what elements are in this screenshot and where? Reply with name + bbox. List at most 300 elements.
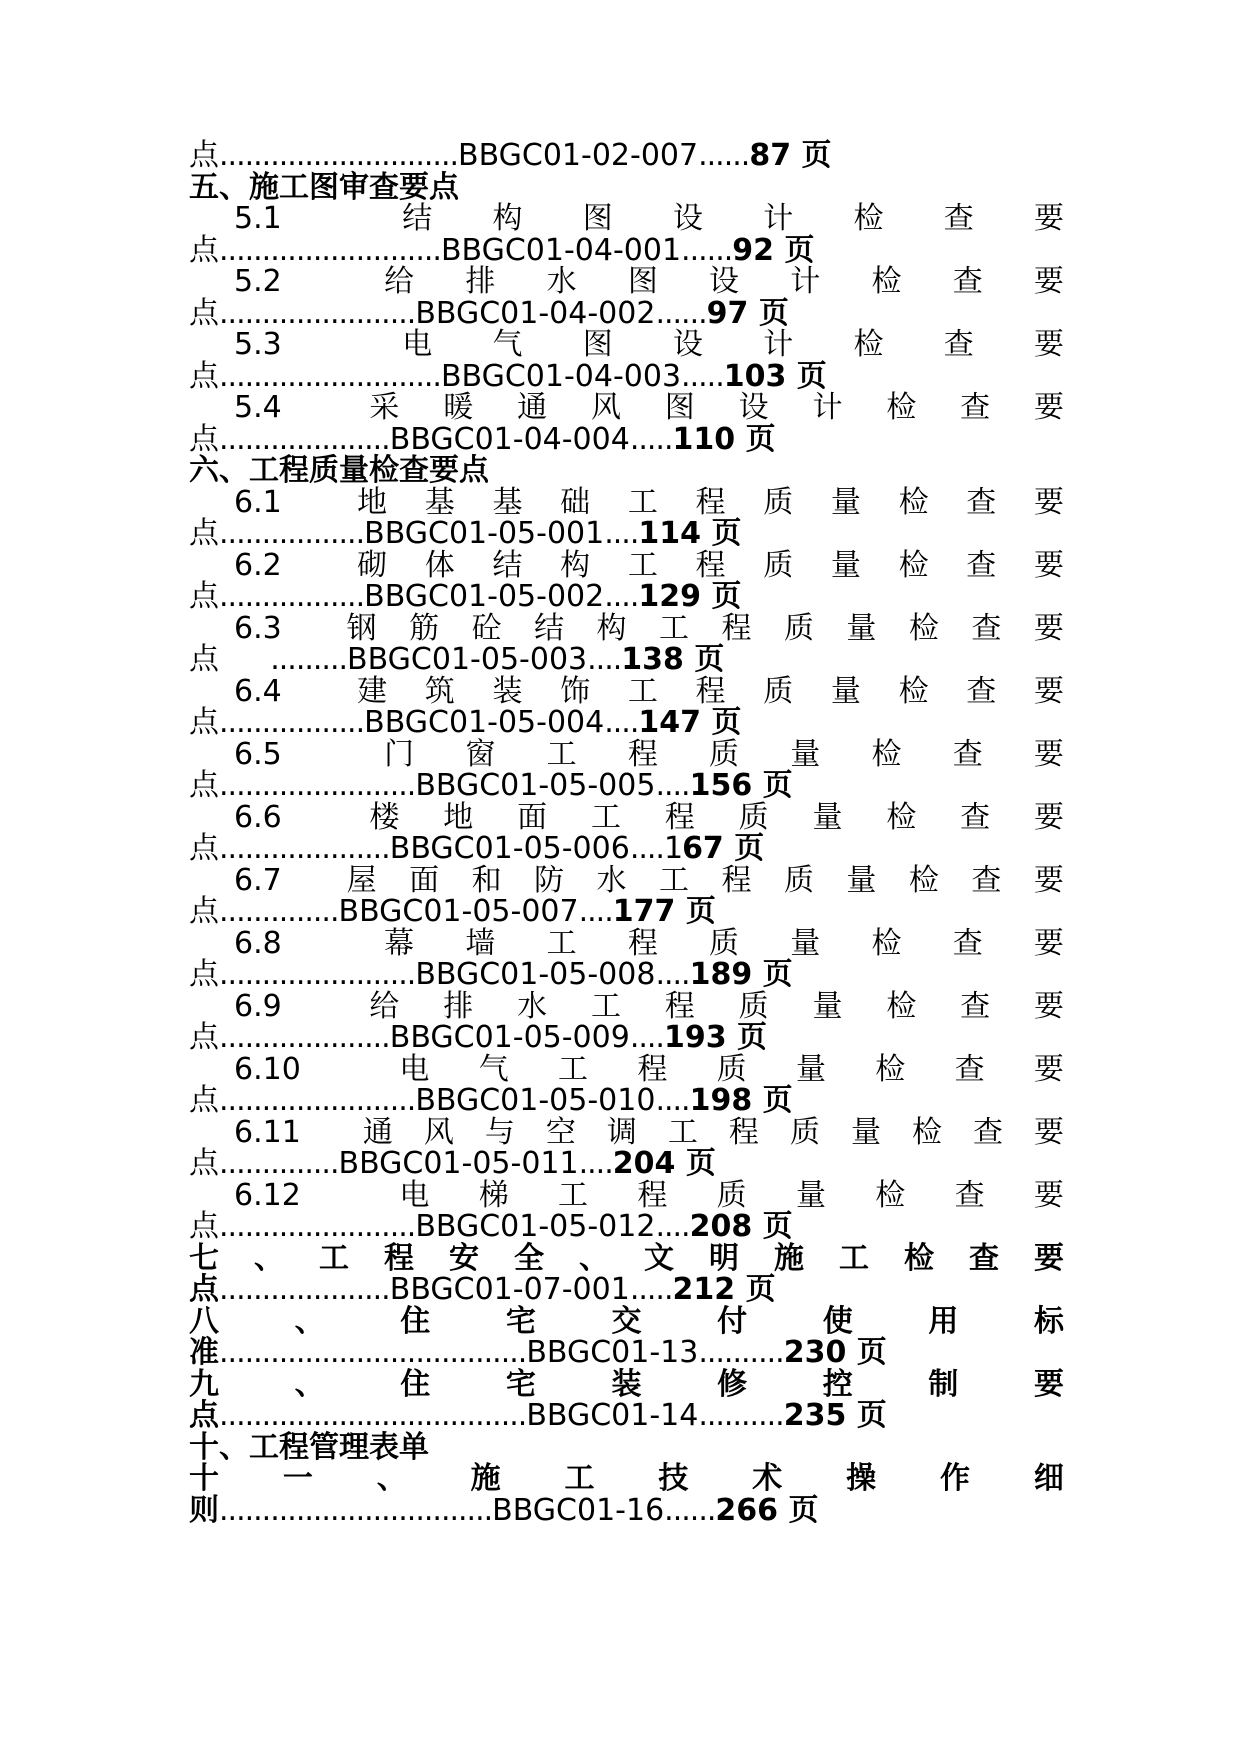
title-char: 工 — [590, 988, 621, 1024]
toc-entry-title — [189, 799, 1064, 835]
title-char: 要 — [1033, 925, 1064, 961]
page-number: 208 页 — [689, 1209, 793, 1244]
page-number: 189 页 — [689, 957, 793, 992]
leader-dots-2: .... — [655, 768, 690, 803]
title-char: 要 — [1033, 1051, 1064, 1087]
title-char: 屋 — [346, 862, 377, 898]
page-number: 204 页 — [612, 1146, 716, 1181]
document-code: BBGC01-05-009 — [389, 1020, 630, 1055]
title-char: 图 — [582, 201, 613, 236]
title-char: 气 — [492, 327, 523, 362]
toc-entry-title — [189, 329, 1064, 361]
title-char: 幕 — [384, 925, 415, 961]
toc-entry-title — [189, 484, 1064, 520]
title-char: 程 — [627, 925, 658, 961]
document-code: BBGC01-04-003 — [440, 358, 682, 394]
title-char: 量 — [830, 547, 861, 583]
title-char: 图 — [582, 327, 613, 362]
section-heading: 五、施工图审查要点 — [189, 169, 459, 205]
title-char: 工 — [627, 673, 658, 709]
leader-dots-2: .... — [604, 705, 639, 740]
title-char: 检 — [898, 484, 929, 520]
entry-lead-char: 点 — [189, 516, 219, 551]
leader-dots: .................... — [219, 831, 390, 866]
title-char: 砌 — [357, 547, 388, 583]
toc-entry-title — [189, 736, 1064, 772]
page-number: 230 页 — [783, 1335, 887, 1370]
toc-entry-title — [189, 1366, 1064, 1402]
title-char: 使 — [822, 1303, 853, 1339]
page-number: 138 页 — [621, 642, 725, 677]
title-char: 门 — [384, 736, 415, 772]
document-code: BBGC01-07-001 — [389, 1272, 630, 1307]
title-char: 查 — [954, 1177, 985, 1213]
title-char: 质 — [783, 862, 814, 898]
toc-entry-title — [189, 266, 1064, 298]
title-char: 检 — [871, 925, 902, 961]
title-char: 给 — [384, 264, 415, 299]
toc-entry-tail — [189, 1022, 1064, 1054]
page-number: 114 页 — [638, 516, 742, 551]
entry-lead-char: 点 — [189, 957, 219, 992]
entry-lead-char: 点 — [189, 1020, 219, 1055]
title-char: 付 — [717, 1303, 748, 1339]
title-char: 调 — [606, 1114, 637, 1150]
title-char: 设 — [672, 201, 703, 236]
title-char: 量 — [830, 673, 861, 709]
leader-dots-2: .... — [655, 1209, 690, 1244]
title-char: 程 — [721, 610, 752, 646]
title-char: 工 — [546, 925, 577, 961]
title-char: 标 — [1034, 1303, 1064, 1339]
title-char: 给 — [369, 988, 400, 1024]
page-number: 92 页 — [732, 232, 815, 268]
title-char: 计 — [790, 264, 821, 299]
document-code: BBGC01-04-002 — [415, 295, 656, 331]
title-char: 程 — [637, 1177, 668, 1213]
page-number: 212 页 — [672, 1272, 776, 1307]
title-char: 检 — [875, 1051, 906, 1087]
document-code: BBGC01-14 — [526, 1398, 699, 1433]
leader-dots: .................................... — [219, 1335, 527, 1370]
leader-dots-2: ..... — [629, 1272, 673, 1307]
title-char: 质 — [763, 547, 794, 583]
title-char: 检 — [911, 1114, 942, 1150]
title-char: 检 — [908, 610, 939, 646]
title-char: 筑 — [424, 673, 455, 709]
title-char: 住 — [400, 1366, 431, 1402]
leader-dots-2: ..... — [629, 421, 673, 457]
title-char: 构 — [492, 201, 523, 236]
title-char: 结 — [402, 201, 433, 236]
title-char: 量 — [812, 988, 843, 1024]
leader-dots-2: .......... — [698, 1335, 784, 1370]
title-char: 查 — [960, 390, 991, 425]
title-char: 排 — [443, 988, 474, 1024]
title-char: 量 — [850, 1114, 881, 1150]
title-char: 查 — [952, 264, 983, 299]
page-number: 67 页 — [682, 831, 765, 866]
title-char: 程 — [695, 547, 726, 583]
leader-dots: ....................... — [219, 1209, 416, 1244]
title-char: 面 — [517, 799, 548, 835]
toc-entry-tail — [189, 770, 1064, 802]
title-char: 梯 — [478, 1177, 509, 1213]
page-number: 198 页 — [689, 1083, 793, 1118]
title-char: 要 — [1034, 799, 1064, 835]
title-char: 检 — [898, 547, 929, 583]
toc-entry-tail — [189, 140, 1064, 172]
toc-entry-title — [189, 1177, 1064, 1213]
entry-lead-char: 点 — [189, 1083, 219, 1118]
document-code: BBGC01-13 — [526, 1335, 699, 1370]
entry-number: 5.2 — [234, 264, 282, 299]
page-number: 103 页 — [723, 358, 827, 394]
leader-dots-2: ....1 — [629, 831, 683, 866]
title-char: 计 — [763, 327, 794, 362]
entry-number: 6.11 — [234, 1114, 301, 1150]
entry-lead-char: 点 — [189, 138, 219, 173]
title-char: 工 — [558, 1051, 589, 1087]
title-char: 检 — [853, 201, 884, 236]
document-code: BBGC01-05-007 — [338, 894, 579, 929]
toc-entry-tail — [189, 232, 1064, 268]
title-char: 要 — [1033, 264, 1064, 299]
title-char: 住 — [400, 1303, 431, 1339]
title-char: 宅 — [505, 1366, 536, 1402]
toc-entry-tail — [189, 358, 1064, 394]
toc-entry-tail — [189, 1085, 1064, 1117]
entry-number: 6.4 — [234, 673, 282, 709]
title-char: 建 — [357, 673, 388, 709]
title-char: 要 — [1033, 547, 1064, 583]
title-char: 装 — [611, 1366, 642, 1402]
leader-dots: .................... — [219, 1020, 390, 1055]
title-char: 要 — [1034, 1240, 1064, 1276]
leader-dots: ................. — [219, 579, 365, 614]
title-char: 程 — [664, 799, 695, 835]
table-of-contents — [189, 140, 1064, 1526]
page-number: 110 页 — [672, 421, 776, 457]
title-char: 查 — [954, 1051, 985, 1087]
toc-entry-tail — [189, 1148, 1064, 1180]
title-char: 质 — [763, 673, 794, 709]
leader-dots: .............. — [219, 894, 339, 929]
title-char: 查 — [943, 201, 974, 236]
title-char: 、 — [294, 1303, 325, 1339]
title-char: 水 — [596, 862, 627, 898]
title-char: 九 — [189, 1366, 219, 1402]
leader-dots-2: ...... — [681, 232, 733, 268]
title-char: 采 — [369, 390, 400, 425]
document-code: BBGC01-05-006 — [389, 831, 630, 866]
title-char: 七 — [189, 1240, 219, 1276]
toc-entry-title — [189, 925, 1064, 961]
entry-lead-char: 点 — [189, 1272, 219, 1307]
entry-lead-char: 点 — [189, 831, 219, 866]
leader-dots-2: .... — [587, 642, 622, 677]
title-char: 水 — [546, 264, 577, 299]
leader-dots-2: .......... — [698, 1398, 784, 1433]
entry-lead-char: 点 — [189, 1209, 219, 1244]
title-char: 工 — [627, 484, 658, 520]
title-char: 十 — [189, 1461, 219, 1496]
entry-number: 6.2 — [234, 547, 282, 583]
title-char: 地 — [357, 484, 388, 520]
title-char: 风 — [590, 390, 621, 425]
title-char: 工 — [659, 610, 689, 646]
document-code: BBGC01-05-001 — [364, 516, 605, 551]
title-char: 要 — [1033, 201, 1064, 236]
page-number: 177 页 — [612, 894, 716, 929]
title-char: 暖 — [443, 390, 474, 425]
title-char: 检 — [871, 736, 902, 772]
title-char: 要 — [1033, 484, 1064, 520]
title-char: 要 — [1033, 1177, 1064, 1213]
title-char: 构 — [596, 610, 627, 646]
title-char: 质 — [789, 1114, 820, 1150]
title-char: 排 — [465, 264, 496, 299]
title-char: 空 — [545, 1114, 576, 1150]
title-char: 施 — [470, 1461, 501, 1496]
title-char: 查 — [966, 673, 997, 709]
title-char: 检 — [853, 327, 884, 362]
title-char: 要 — [1034, 988, 1064, 1024]
title-char: 程 — [664, 988, 695, 1024]
title-char: 查 — [971, 862, 1002, 898]
title-char: 程 — [728, 1114, 759, 1150]
title-char: 检 — [904, 1240, 934, 1276]
leader-dots-2: .... — [604, 579, 639, 614]
title-char: 构 — [560, 547, 591, 583]
title-char: 筋 — [409, 610, 440, 646]
title-char: 查 — [960, 988, 991, 1024]
leader-dots-2: .... — [655, 1083, 690, 1118]
page-number: 97 页 — [706, 295, 789, 331]
title-char: 质 — [716, 1051, 747, 1087]
section-heading: 六、工程质量检查要点 — [189, 453, 489, 488]
title-char: 和 — [471, 862, 502, 898]
entry-number: 6.6 — [234, 799, 282, 835]
toc-entry-title — [189, 1303, 1064, 1339]
entry-lead-char: 点 — [189, 358, 219, 394]
title-char: 气 — [478, 1051, 509, 1087]
title-char: 检 — [886, 799, 917, 835]
title-char: 八 — [189, 1303, 219, 1339]
leader-dots: ....................... — [219, 295, 416, 331]
toc-entry-tail — [189, 295, 1064, 331]
leader-dots-2: .... — [655, 957, 690, 992]
title-char: 查 — [952, 925, 983, 961]
title-char: 查 — [969, 1240, 999, 1276]
title-char: 程 — [637, 1051, 668, 1087]
title-char: 钢 — [346, 610, 377, 646]
toc-entry-title — [189, 547, 1064, 583]
document-code: BBGC01-05-003 — [347, 642, 588, 677]
title-char: 砼 — [471, 610, 502, 646]
title-char: 要 — [1033, 610, 1064, 646]
title-char: 质 — [783, 610, 814, 646]
entry-lead-char: 点 — [189, 421, 219, 457]
title-char: 体 — [424, 547, 455, 583]
title-char: 操 — [846, 1461, 877, 1496]
entry-number: 6.10 — [234, 1051, 301, 1087]
document-code: BBGC01-05-002 — [364, 579, 605, 614]
leader-dots: .................... — [219, 421, 390, 457]
title-char: 与 — [484, 1114, 515, 1150]
entry-lead-char: 点 — [189, 232, 219, 268]
entry-lead-char: 点 — [189, 894, 219, 929]
title-char: 查 — [966, 484, 997, 520]
title-char: 面 — [409, 862, 440, 898]
page-number: 147 页 — [638, 705, 742, 740]
document-code: BBGC01-05-012 — [415, 1209, 656, 1244]
document-code: BBGC01-05-008 — [415, 957, 656, 992]
title-char: 工 — [319, 1240, 349, 1276]
title-char: 基 — [424, 484, 455, 520]
page-number: 87 页 — [749, 138, 832, 173]
toc-entry-title — [189, 392, 1064, 424]
title-char: 检 — [886, 988, 917, 1024]
leader-dots: .................................... — [219, 1398, 527, 1433]
title-char: 量 — [795, 1177, 826, 1213]
title-char: 控 — [822, 1366, 853, 1402]
entry-lead-char: 准 — [189, 1335, 219, 1370]
document-code: BBGC01-05-004 — [364, 705, 605, 740]
page-number: 129 页 — [638, 579, 742, 614]
title-char: 工 — [659, 862, 689, 898]
title-char: 技 — [658, 1461, 689, 1496]
title-char: 要 — [1033, 862, 1064, 898]
title-char: 查 — [966, 547, 997, 583]
title-char: 明 — [709, 1240, 739, 1276]
title-char: 、 — [376, 1461, 407, 1496]
title-char: 术 — [752, 1461, 783, 1496]
toc-entry-tail — [189, 581, 1064, 613]
title-char: 质 — [763, 484, 794, 520]
entry-number: 6.9 — [234, 988, 282, 1024]
document-code: BBGC01-16 — [492, 1492, 665, 1528]
title-char: 要 — [1034, 1114, 1064, 1150]
leader-dots: ............................ — [219, 138, 459, 173]
title-char: 程 — [627, 736, 658, 772]
title-char: 查 — [960, 799, 991, 835]
title-char: 础 — [560, 484, 591, 520]
title-char: 施 — [774, 1240, 804, 1276]
toc-entry-title — [189, 610, 1064, 646]
toc-entry-tail — [189, 1274, 1064, 1306]
title-char: 通 — [362, 1114, 393, 1150]
title-char: 计 — [763, 201, 794, 236]
title-char: 、 — [254, 1240, 284, 1276]
entry-lead-char: 点 — [189, 295, 219, 331]
title-char: 宅 — [505, 1303, 536, 1339]
leader-dots-2: .... — [604, 516, 639, 551]
leader-dots-2: ..... — [681, 358, 724, 394]
title-char: 细 — [1033, 1461, 1064, 1496]
title-char: 检 — [871, 264, 902, 299]
toc-entry-tail — [189, 896, 1064, 928]
title-char: 检 — [898, 673, 929, 709]
entry-lead-char: 点 — [189, 705, 219, 740]
title-char: 检 — [886, 390, 917, 425]
title-char: 量 — [790, 736, 821, 772]
leader-dots-2: ...... — [698, 138, 750, 173]
title-char: 量 — [846, 862, 877, 898]
title-char: 工 — [590, 799, 621, 835]
title-char: 图 — [664, 390, 695, 425]
leader-dots-2: .... — [578, 894, 613, 929]
toc-entry-tail — [189, 644, 1064, 676]
title-char: 要 — [1034, 1366, 1064, 1402]
entry-lead-char: 点 — [189, 642, 219, 677]
title-char: 量 — [812, 799, 843, 835]
document-code: BBGC01-04-004 — [389, 421, 630, 457]
title-char: 装 — [492, 673, 523, 709]
title-char: 量 — [846, 610, 877, 646]
title-char: 工 — [564, 1461, 595, 1496]
title-char: 一 — [282, 1461, 313, 1496]
entry-lead-char: 点 — [189, 579, 219, 614]
title-char: 程 — [695, 484, 726, 520]
page-number: 193 页 — [663, 1020, 768, 1055]
title-char: 修 — [717, 1366, 748, 1402]
toc-entry-tail — [189, 959, 1064, 991]
title-char: 工 — [839, 1240, 869, 1276]
title-char: 通 — [517, 390, 548, 425]
page-number: 235 页 — [783, 1398, 887, 1433]
title-char: 量 — [790, 925, 821, 961]
entry-number: 5.1 — [234, 201, 282, 236]
title-char: 检 — [875, 1177, 906, 1213]
leader-dots-2: .... — [578, 1146, 613, 1181]
entry-number: 6.7 — [234, 862, 282, 898]
leader-dots: .................... — [219, 1272, 390, 1307]
title-char: 饰 — [560, 673, 591, 709]
leader-dots: .......................... — [219, 358, 441, 394]
leader-dots: ....................... — [219, 957, 416, 992]
entry-number: 6.1 — [234, 484, 282, 520]
toc-entry-tail — [189, 833, 1064, 865]
title-char: 设 — [709, 264, 740, 299]
title-char: 要 — [1033, 736, 1064, 772]
document-code: BBGC01-05-005 — [415, 768, 656, 803]
toc-entry-title — [189, 862, 1064, 898]
document-code: BBGC01-05-011 — [338, 1146, 579, 1181]
title-char: 量 — [795, 1051, 826, 1087]
entry-number: 5.3 — [234, 327, 282, 362]
leader-dots: ................. — [219, 516, 365, 551]
entry-number: 6.8 — [234, 925, 282, 961]
title-char: 工 — [667, 1114, 698, 1150]
title-char: 结 — [492, 547, 523, 583]
entry-number: 6.12 — [234, 1177, 301, 1213]
toc-entry-title — [189, 1240, 1064, 1276]
entry-lead-char: 点 — [189, 768, 219, 803]
title-char: 基 — [492, 484, 523, 520]
title-char: 文 — [644, 1240, 674, 1276]
title-char: 工 — [546, 736, 577, 772]
leader-dots: .............. — [219, 1146, 339, 1181]
page-number: 156 页 — [689, 768, 793, 803]
title-char: 工 — [558, 1177, 589, 1213]
title-char: 计 — [812, 390, 843, 425]
toc-entry-title — [189, 203, 1064, 235]
entry-lead-char: 点 — [189, 1398, 219, 1433]
title-char: 风 — [423, 1114, 454, 1150]
document-code: BBGC01-02-007 — [458, 138, 699, 173]
toc-entry-tail — [189, 707, 1064, 739]
